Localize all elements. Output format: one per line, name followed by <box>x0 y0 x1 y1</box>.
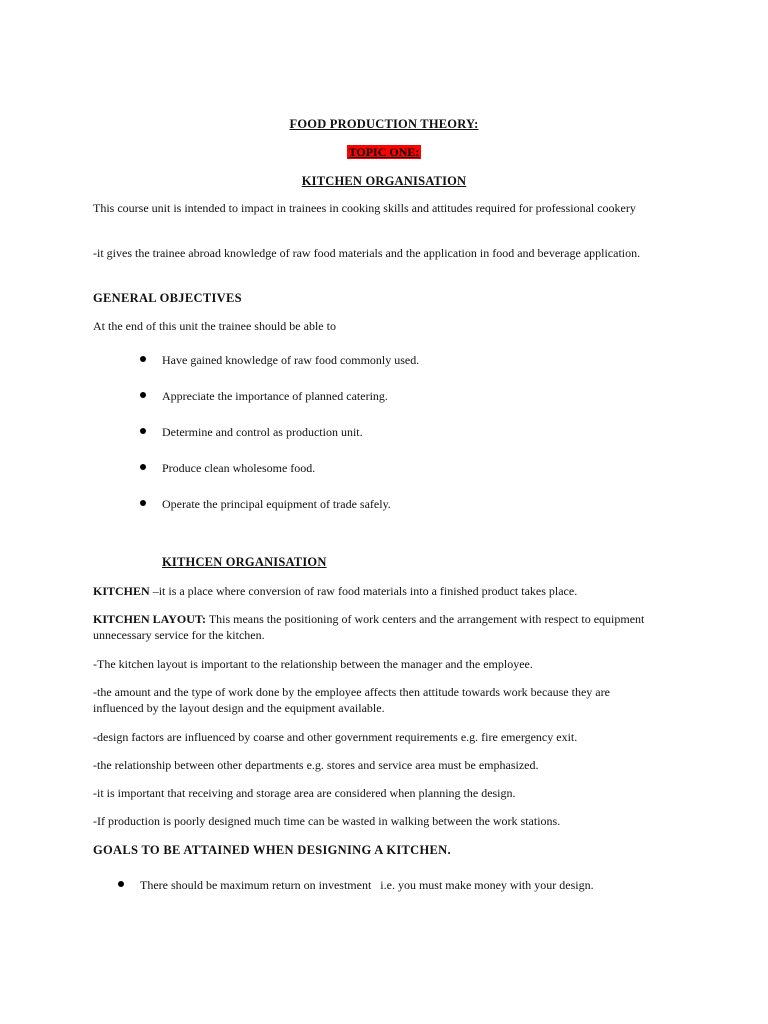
intro-paragraph-1: This course unit is intended to impact in trainees in cooking skills and attitudes required for professional cookery <box>93 201 636 215</box>
goal-item <box>118 877 718 893</box>
section-title: KITCHEN ORGANISATION <box>301 174 467 188</box>
bullet-icon <box>140 428 146 434</box>
layout-point: -the relationship between other departments e.g. stores and service area must be emphasized. <box>93 758 539 772</box>
layout-point: -The kitchen layout is important to the relationship between the manager and the employee. <box>93 657 533 671</box>
kitchen-definition: –it is a place where conversion of raw food materials into a finished product takes place. <box>149 584 578 598</box>
objective-item <box>140 388 700 404</box>
document-title-line <box>0 116 768 132</box>
objective-text: Appreciate the importance of planned catering. <box>162 389 388 403</box>
bullet-icon <box>140 392 146 398</box>
kitchen-definition-paragraph <box>93 583 653 599</box>
layout-point: -If production is poorly designed much time can be wasted in walking between the work stations. <box>93 814 561 828</box>
subsection-title: KITHCEN ORGANISATION <box>162 555 327 569</box>
bullet-icon <box>140 464 146 470</box>
bullet-icon <box>140 500 146 506</box>
layout-definition: This means the positioning of work centers and the arrangement with respect to equipment unnecessary service for the kitchen. <box>93 612 645 642</box>
topic-label: TOPIC ONE: <box>348 145 420 159</box>
document-title: FOOD PRODUCTION THEORY: <box>289 117 479 131</box>
objective-text: Have gained knowledge of raw food commonly used. <box>162 353 420 367</box>
objective-item <box>140 460 700 476</box>
objective-item <box>140 496 700 512</box>
layout-point: -it is important that receiving and storage area are considered when planning the design. <box>93 786 516 800</box>
bullet-icon <box>118 881 124 887</box>
layout-point: -design factors are influenced by coarse and other government requirements e.g. fire emergency exit. <box>93 730 578 744</box>
layout-term: KITCHEN LAYOUT: <box>93 612 207 626</box>
objective-text: Operate the principal equipment of trade safely. <box>162 497 391 511</box>
objectives-heading: GENERAL OBJECTIVES <box>93 291 242 305</box>
objective-text: Produce clean wholesome food. <box>162 461 316 475</box>
goal-text: There should be maximum return on investment i.e. you must make money with your design. <box>140 878 594 892</box>
layout-point: -the amount and the type of work done by the employee affects then attitude towards work because they are influenced by the layout design and the equipment available. <box>93 685 610 715</box>
objective-item <box>140 424 700 440</box>
section-title-line <box>0 173 768 189</box>
objective-item <box>140 352 700 368</box>
layout-definition-paragraph <box>93 611 653 643</box>
objectives-intro: At the end of this unit the trainee should be able to <box>93 319 336 333</box>
goals-heading: GOALS TO BE ATTAINED WHEN DESIGNING A KITCHEN. <box>93 843 451 857</box>
objective-text: Determine and control as production unit. <box>162 425 363 439</box>
intro-paragraph-2: -it gives the trainee abroad knowledge of raw food materials and the application in food and beverage application. <box>93 246 641 260</box>
topic-label-line <box>0 144 768 160</box>
bullet-icon <box>140 356 146 362</box>
kitchen-term: KITCHEN <box>93 584 150 598</box>
